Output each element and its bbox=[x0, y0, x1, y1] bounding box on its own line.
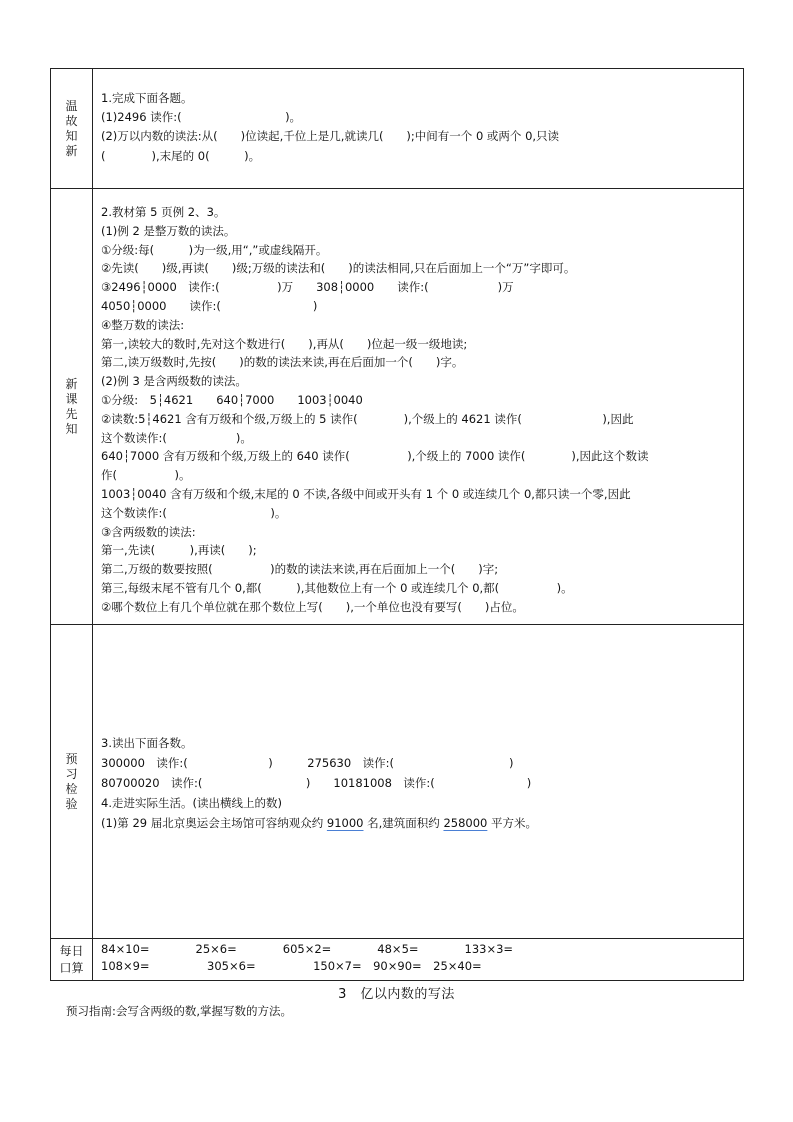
daily-calc-row: 108×9= 305×6= 150×7= 90×90= 25×40= bbox=[101, 959, 482, 973]
daily-calc-row: 84×10= 25×6= 605×2= 48×5= 133×3= bbox=[101, 942, 514, 956]
review-content bbox=[93, 69, 744, 189]
new-line: ②哪个数位上有几个单位就在那个数位上写( ),一个单位也没有要写( )占位。 bbox=[101, 599, 524, 614]
worksheet-table bbox=[50, 68, 744, 981]
check-content bbox=[93, 625, 744, 939]
daily-label: 每日口算 bbox=[51, 939, 93, 981]
new-line: ③2496┆0000 读作:( )万 308┆0000 读作:( )万 bbox=[101, 280, 514, 295]
review-label: 温故知新 bbox=[51, 69, 93, 189]
new-line: (2)例 3 是含两级数的读法。 bbox=[101, 374, 247, 389]
check-row bbox=[51, 625, 744, 939]
new-line: ①分级: 5┆4621 640┆7000 1003┆0040 bbox=[101, 392, 363, 407]
q3-line: 80700020 读作:( ) 10181008 读作:( ) bbox=[101, 776, 532, 790]
underlined-number: 258000 bbox=[443, 816, 488, 830]
review-line: (1)2496 读作:( )。 bbox=[101, 110, 302, 125]
new-lesson-row bbox=[51, 189, 744, 625]
new-line: (1)例 2 是整万数的读法。 bbox=[101, 223, 236, 238]
preview-guide: 预习指南:会写含两级的数,掌握写数的方法。 bbox=[66, 1004, 293, 1018]
q4-title: 4.走进实际生活。(读出横线上的数) bbox=[101, 796, 282, 810]
underlined-number: 91000 bbox=[326, 816, 364, 830]
review-row bbox=[51, 69, 744, 189]
new-line: 这个数读作:( )。 bbox=[101, 430, 252, 445]
review-line: (2)万以内数的读法:从( )位读起,千位上是几,就读几( );中间有一个 0 或两个 0,只读 bbox=[101, 129, 560, 144]
q4-question: (1)第 29 届北京奥运会主场馆可容纳观众约 91000 名,建筑面积约 258000 平方米。 bbox=[101, 816, 538, 830]
review-line: ( ),末尾的 0( )。 bbox=[101, 148, 261, 163]
new-line: 2.教材第 5 页例 2、3。 bbox=[101, 205, 226, 219]
new-lesson-label: 新课先知 bbox=[51, 189, 93, 625]
new-line: ②先读( )级,再读( )级;万级的读法和( )的读法相同,只在后面加上一个“万”字即可。 bbox=[101, 261, 576, 276]
new-line: ①分级:每( )为一级,用“,”或虚线隔开。 bbox=[101, 242, 328, 257]
q3-title: 3.读出下面各数。 bbox=[101, 736, 193, 750]
new-line: 第一,读较大的数时,先对这个数进行( ),再从( )位起一级一级地读; bbox=[101, 336, 468, 351]
review-line: 1.完成下面各题。 bbox=[101, 91, 193, 105]
new-line: ③含两级数的读法: bbox=[101, 524, 196, 539]
daily-row bbox=[51, 939, 744, 981]
new-lesson-content bbox=[93, 189, 744, 625]
new-line: 640┆7000 含有万级和个级,万级上的 640 读作( ),个级上的 7000 读作( ),因此这个数读 bbox=[101, 449, 649, 464]
new-line: 4050┆0000 读作:( ) bbox=[101, 298, 318, 313]
section-title: 3 亿以内数的写法 bbox=[338, 987, 455, 1002]
new-line: 作( )。 bbox=[101, 468, 191, 483]
new-line: 第二,读万级数时,先按( )的数的读法来读,再在后面加一个( )字。 bbox=[101, 355, 464, 370]
q3-line: 300000 读作:( ) 275630 读作:( ) bbox=[101, 756, 514, 770]
new-line: 第一,先读( ),再读( ); bbox=[101, 543, 257, 558]
new-line: 第二,万级的数要按照( )的数的读法来读,再在后面加上一个( )字; bbox=[101, 562, 499, 577]
new-line: 这个数读作:( )。 bbox=[101, 505, 287, 520]
check-label: 预习检验 bbox=[51, 625, 93, 939]
new-line: ④整万数的读法: bbox=[101, 317, 185, 332]
new-line: ②读数:5┆4621 含有万级和个级,万级上的 5 读作( ),个级上的 4621 读作( ),因此 bbox=[101, 411, 634, 426]
new-line: 1003┆0040 含有万级和个级,末尾的 0 不读,各级中间或开头有 1 个 0 或连续几个 0,都只读一个零,因此 bbox=[101, 486, 631, 501]
new-line: 第三,每级末尾不管有几个 0,都( ),其他数位上有一个 0 或连续几个 0,都( )。 bbox=[101, 580, 573, 595]
daily-content bbox=[93, 939, 744, 981]
